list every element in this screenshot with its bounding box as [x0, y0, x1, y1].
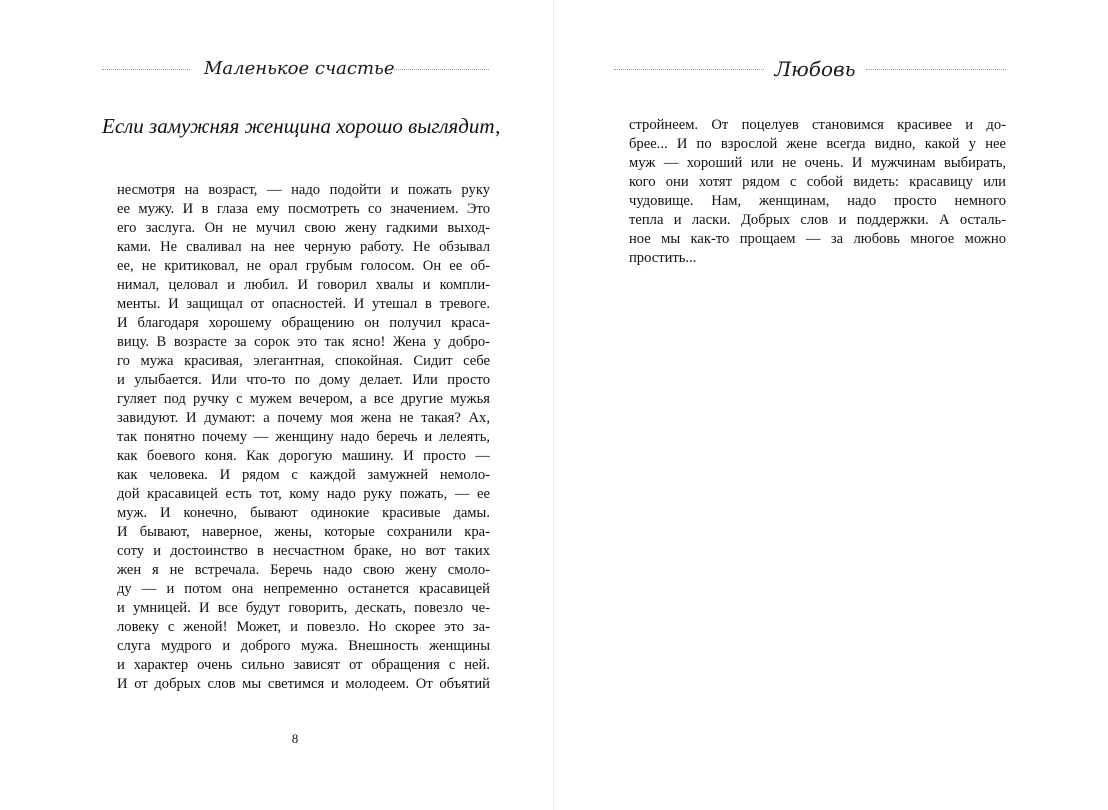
text-line: ее мужу. И в глаза ему посмотреть со значением. Это [117, 201, 490, 217]
text-line: нимал, целовал и любил. И говорил хвалы и компли- [117, 277, 490, 293]
left-running-head [102, 56, 489, 86]
text-line: И благодаря хорошему обращению он получил краса- [117, 315, 490, 331]
text-line: и улыбается. Или что-то по дому делает. Или просто [117, 372, 490, 388]
running-head-rule-left [614, 69, 764, 70]
text-line: муж. И конечно, бывают одинокие красивые дамы. [117, 505, 490, 521]
text-line: его заслуга. Он не мучил свою жену гадкими выход- [117, 220, 490, 236]
text-line: ду — и потом она непременно останется красавицей [117, 581, 490, 597]
text-line: и умницей. И все будут говорить, дескать, повезло че- [117, 600, 490, 616]
page-number: 8 [291, 731, 299, 746]
text-line: ное мы как-то прощаем — за любовь многое можно [629, 231, 1006, 247]
left-running-head-title: Маленькое счастье [204, 58, 395, 79]
text-line: ловеку с женой! Может, и повезло. Но скорее это за- [117, 619, 490, 635]
text-line: как боевого коня. Как дорогую машину. И просто — [117, 448, 490, 464]
right-body-text [629, 116, 1006, 268]
text-line: ками. Не сваливал на нее черную работу. Не обзывал [117, 239, 490, 255]
right-running-head [614, 56, 1006, 86]
text-line: завидуют. И думают: а почему моя жена не такая? Ах, [117, 410, 490, 426]
text-line: вицу. В возрасте за сорок это так ясно! Жена у добро- [117, 334, 490, 350]
text-line: И бывают, наверное, жены, которые сохранили кра- [117, 524, 490, 540]
text-line: И от добрых слов мы светимся и молодеем. От объятий [117, 676, 490, 692]
text-line: как человека. И рядом с каждой замужней немоло- [117, 467, 490, 483]
text-line: тепла и ласки. Добрых слов и поддержки. А осталь- [629, 212, 1006, 228]
text-line: менты. И защищал от опасностей. И утешал в тревоге. [117, 296, 490, 312]
text-line: дой красавицей есть тот, кому надо руку пожать, — ее [117, 486, 490, 502]
text-line: муж — хороший или не очень. И мужчинам выбирать, [629, 155, 1006, 171]
running-head-rule-right [394, 69, 489, 70]
text-line: чудовище. Нам, женщинам, надо просто немного [629, 193, 1006, 209]
running-head-rule-left [102, 69, 190, 70]
text-line: брее... И по взрослой жене всегда видно, какой у нее [629, 136, 1006, 152]
text-line: го мужа красивая, элегантная, спокойная. Сидит себе [117, 353, 490, 369]
text-line: слуга мудрого и доброго мужа. Внешность женщины [117, 638, 490, 654]
text-line: стройнеем. От поцелуев становимся красивее и до- [629, 117, 1006, 133]
left-body-text [117, 181, 490, 694]
text-line: несмотря на возраст, — надо подойти и пожать руку [117, 182, 490, 198]
text-line: так понятно почему — женщину надо беречь и лелеять, [117, 429, 490, 445]
right-page [554, 0, 1108, 810]
text-line: соту и достоинство в несчастном браке, но вот таких [117, 543, 490, 559]
text-line: ее, не критиковал, не орал грубым голосом. Он ее об- [117, 258, 490, 274]
right-running-head-title: Любовь [774, 57, 856, 81]
text-line: жен я не встречала. Беречь надо свою жену смоло- [117, 562, 490, 578]
text-line: простить... [629, 250, 697, 266]
text-line: гуляет под ручку с мужем вечером, а все другие мужья [117, 391, 490, 407]
text-line: кого они хотят рядом с собой видеть: красавицу или [629, 174, 1006, 190]
left-page [0, 0, 553, 810]
text-line: и характер очень сильно зависят от обращения с ней. [117, 657, 490, 673]
running-head-rule-right [866, 69, 1006, 70]
chapter-title: Если замужняя женщина хорошо выглядит, [102, 114, 501, 138]
